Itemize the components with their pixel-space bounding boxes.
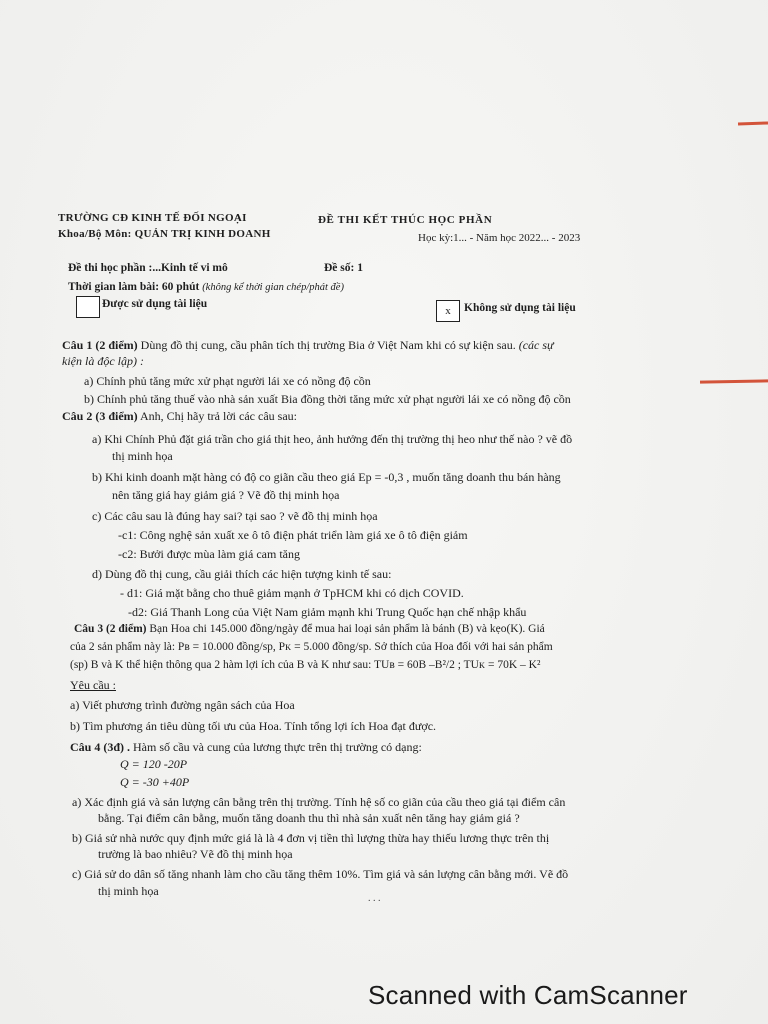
q2-heading: Câu 2 (3 điểm) xyxy=(62,409,138,423)
time-note: (không kể thời gian chép/phát đề) xyxy=(202,282,344,293)
not-allowed-checkbox[interactable]: x xyxy=(436,300,460,322)
q3-text: Bạn Hoa chi 145.000 đồng/ngày để mua hai loại sản phẩm là bánh (B) và kẹo(K). Giá xyxy=(149,623,545,635)
exam-title: ĐỀ THI KẾT THÚC HỌC PHẦN xyxy=(318,214,493,226)
camscanner-watermark: Scanned with CamScanner xyxy=(368,980,688,1010)
course-name: Đề thi học phần :...Kinh tế vi mô xyxy=(68,262,228,274)
q1-item-b: b) Chính phủ tăng thuế vào nhà sản xuất Bia đồng thời tăng mức xử phạt người lái xe có nồng độ cồn xyxy=(84,392,571,406)
q3-line-2: của 2 sản phẩm này là: Pʙ = 10.000 đồng/sp, Pᴋ = 5.000 đồng/sp. Sở thích của Hoa đối với hai sản phẩm xyxy=(70,641,553,653)
q4-supply-eq: Q = -30 +40P xyxy=(120,775,190,789)
q4-item-a: a) Xác định giá và sản lượng cân bằng trên thị trường. Tính hệ số co giãn của cầu theo giá tại điểm cân xyxy=(72,795,566,809)
q4-demand-eq: Q = 120 -20P xyxy=(120,757,188,771)
red-ink-mark xyxy=(738,121,768,125)
school-name: TRƯỜNG CĐ KINH TẾ ĐỐI NGOẠI xyxy=(58,212,247,224)
header-right xyxy=(318,214,580,244)
q2-item-c2: -c2: Bưởi được mùa làm giá cam tăng xyxy=(118,547,300,561)
q3-requirement: Yêu cầu : xyxy=(70,678,116,692)
allowed-label: Được sử dụng tài liệu xyxy=(102,298,208,310)
q4-item-b-cont: trường là bao nhiêu? Vẽ đồ thị minh họa xyxy=(98,847,293,861)
q2-item-c: c) Các câu sau là đúng hay sai? tại sao ? vẽ đồ thị minh họa xyxy=(92,509,378,523)
q4-item-c-cont: thị minh họa xyxy=(98,884,159,898)
q2-item-a-cont: thị minh họa xyxy=(112,449,173,463)
q3-item-b: b) Tìm phương án tiêu dùng tối ưu của Hoa. Tính tổng lợi ích Hoa đạt được. xyxy=(70,719,437,733)
faculty-name: Khoa/Bộ Môn: QUẢN TRỊ KINH DOANH xyxy=(58,228,271,240)
q2-item-d1: - d1: Giá mặt bằng cho thuê giảm mạnh ở TpHCM khi có dịch COVID. xyxy=(120,586,464,600)
red-ink-mark xyxy=(700,379,768,383)
not-allowed-label: Không sử dụng tài liệu xyxy=(464,302,576,314)
time-line xyxy=(68,281,344,293)
q1-item-a: a) Chính phủ tăng mức xử phạt người lái xe có nồng độ cồn xyxy=(84,374,371,388)
q4-text: Hàm số cầu và cung của lương thực trên thị trường có dạng: xyxy=(133,740,422,754)
q1-note: (các sự xyxy=(518,338,554,352)
q3-line xyxy=(74,620,545,638)
q4-heading: Câu 4 (3đ) . xyxy=(70,740,131,754)
q1-text: Dùng đồ thị cung, cầu phân tích thị trường Bia ở Việt Nam khi có sự kiện sau. xyxy=(140,338,516,352)
header-left xyxy=(58,212,271,240)
q4-line xyxy=(70,738,422,756)
allowed-checkbox[interactable] xyxy=(76,296,100,318)
q3-line-3: (sp) B và K thể hiện thông qua 2 hàm lợi ích của B và K như sau: TUʙ = 60B –B²/2 ; TUᴋ = 70K – K² xyxy=(70,659,541,671)
time-label: Thời gian làm bài: 60 phút xyxy=(68,281,200,293)
q4-item-b: b) Giả sử nhà nước quy định mức giá là là 4 đơn vị tiền thì lượng thừa hay thiếu lương thực trên thị xyxy=(72,831,550,845)
q4-item-a-cont: bằng. Tại điểm cân bằng, muốn tăng doanh thu thì nhà sản xuất nên tăng hay giảm giá ? xyxy=(98,811,520,825)
q3-item-a: a) Viết phương trình đường ngân sách của Hoa xyxy=(70,698,295,712)
q2-text: Anh, Chị hãy trả lời các câu sau: xyxy=(140,409,297,423)
q2-item-b: b) Khi kinh doanh mặt hàng có độ co giãn cầu theo giá Ep = -0,3 , muốn tăng doanh thu bán hàng xyxy=(92,470,561,484)
exam-number: Đề số: 1 xyxy=(324,262,363,274)
q2-item-a: a) Khi Chính Phủ đặt giá trần cho giá thịt heo, ảnh hưởng đến thị trường thị heo như thế nào ? vẽ đồ xyxy=(92,432,573,446)
q2-line xyxy=(62,407,297,425)
q4-item-c: c) Giả sử do dân số tăng nhanh làm cho cầu tăng thêm 10%. Tìm giá và sản lượng cân bằng mới. Vẽ đồ xyxy=(72,867,569,881)
q1-note-cont: kiện là độc lập) : xyxy=(62,354,144,368)
trailing-dots: . . . xyxy=(368,893,381,904)
q2-item-d2: -d2: Giá Thanh Long của Việt Nam giảm mạnh khi Trung Quốc hạn chế nhập khẩu xyxy=(128,605,527,619)
q3-heading: Câu 3 (2 điểm) xyxy=(74,623,147,635)
q2-item-b-cont: nên tăng giá hay giảm giá ? Vẽ đồ thị minh họa xyxy=(112,488,340,502)
q2-item-d: d) Dùng đồ thị cung, cầu giải thích các hiện tượng kinh tế sau: xyxy=(92,567,392,581)
q1-heading: Câu 1 (2 điểm) xyxy=(62,338,138,352)
q2-item-c1: -c1: Công nghệ sản xuất xe ô tô điện phát triển làm giá xe ô tô điện giảm xyxy=(118,528,468,542)
exam-term: Học kỳ:1... - Năm học 2022... - 2023 xyxy=(418,232,581,244)
course-line xyxy=(68,262,363,274)
